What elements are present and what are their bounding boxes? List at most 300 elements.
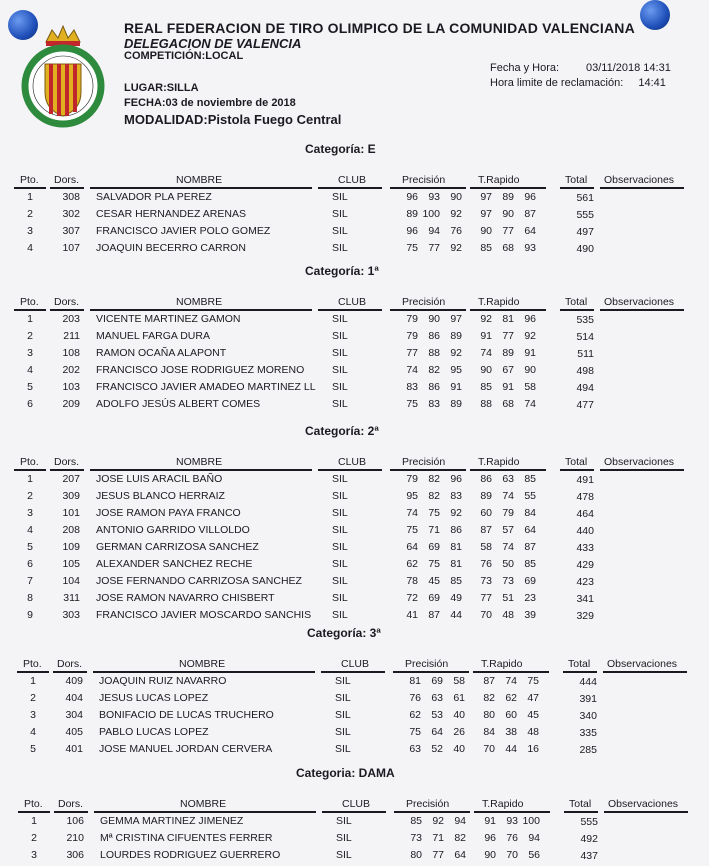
header-underline xyxy=(322,811,386,813)
table-row-dorsal: 203 xyxy=(62,313,80,325)
table-row-precision-score: 52 xyxy=(431,743,443,755)
table-row-rapido-score: 44 xyxy=(505,743,517,755)
table-row-precision-score: 62 xyxy=(409,709,421,721)
table-row-club: SIL xyxy=(335,743,351,755)
table-row-club: SIL xyxy=(332,381,348,393)
header-underline xyxy=(474,811,550,813)
table-row-rapido-score: 90 xyxy=(480,225,492,237)
table-row-pto: 7 xyxy=(27,575,33,587)
header-underline xyxy=(94,811,316,813)
table-row-precision-score: 90 xyxy=(450,191,462,203)
table-row-nombre: JOSE RAMON NAVARRO CHISBERT xyxy=(96,592,275,604)
table-row-rapido-score: 74 xyxy=(502,541,514,553)
table-row-pto: 6 xyxy=(27,558,33,570)
table-row-club: SIL xyxy=(332,330,348,342)
table-row-precision-score: 45 xyxy=(428,575,440,587)
table-row-dorsal: 309 xyxy=(62,490,80,502)
table-row-rapido-score: 70 xyxy=(480,609,492,621)
issue-datetime-label: Fecha y Hora: xyxy=(490,62,560,74)
table-row-rapido-score: 91 xyxy=(502,381,514,393)
table-row-total: 433 xyxy=(576,542,594,554)
table-row-rapido-score: 89 xyxy=(502,347,514,359)
table-row-precision-score: 58 xyxy=(453,675,465,687)
table-row-dorsal: 307 xyxy=(62,225,80,237)
table-row-rapido-score: 84 xyxy=(483,726,495,738)
table-row-rapido-score: 58 xyxy=(524,381,536,393)
table-row-nombre: FRANCISCO JAVIER POLO GOMEZ xyxy=(96,225,271,237)
table-row-rapido-score: 76 xyxy=(506,832,518,844)
col-header-precision: Precisión xyxy=(406,798,450,810)
header-underline xyxy=(90,309,312,311)
table-row-pto: 1 xyxy=(27,473,33,485)
table-row-rapido-score: 69 xyxy=(524,575,536,587)
federation-crest-logo xyxy=(20,24,106,132)
discipline: MODALIDAD:Pistola Fuego Central xyxy=(124,112,342,127)
table-row-rapido-score: 60 xyxy=(480,507,492,519)
table-row-total: 437 xyxy=(580,850,598,862)
table-row-dorsal: 207 xyxy=(62,473,80,485)
table-row-rapido-score: 45 xyxy=(527,709,539,721)
table-row-precision-score: 92 xyxy=(450,347,462,359)
category-title: Categoría: 2ª xyxy=(305,424,379,438)
table-row-precision-score: 69 xyxy=(428,592,440,604)
header-underline xyxy=(321,671,385,673)
table-row-precision-score: 62 xyxy=(406,558,418,570)
table-row-precision-score: 96 xyxy=(450,473,462,485)
table-row-rapido-score: 73 xyxy=(480,575,492,587)
table-row-precision-score: 75 xyxy=(406,398,418,410)
table-row-nombre: GERMAN CARRIZOSA SANCHEZ xyxy=(96,541,259,553)
col-header-club: CLUB xyxy=(338,296,367,308)
table-row-pto: 8 xyxy=(27,592,33,604)
issue-datetime-value: 03/11/2018 14:31 xyxy=(586,62,671,74)
table-row-precision-score: 94 xyxy=(454,815,466,827)
table-row-precision-score: 77 xyxy=(428,242,440,254)
table-row-total: 478 xyxy=(576,491,594,503)
header-underline xyxy=(390,187,466,189)
col-header-observaciones: Observaciones xyxy=(604,296,675,308)
table-row-rapido-score: 92 xyxy=(480,313,492,325)
header-underline xyxy=(560,469,594,471)
table-row-nombre: GEMMA MARTINEZ JIMENEZ xyxy=(100,815,244,827)
col-header-club: CLUB xyxy=(338,456,367,468)
table-row-dorsal: 107 xyxy=(62,242,80,254)
table-row-nombre: RAMON OCAÑA ALAPONT xyxy=(96,347,227,359)
document-subtitle: DELEGACION DE VALENCIA xyxy=(124,36,302,51)
table-row-rapido-score: 57 xyxy=(502,524,514,536)
table-row-club: SIL xyxy=(332,558,348,570)
header-underline xyxy=(14,469,46,471)
table-row-precision-score: 79 xyxy=(406,330,418,342)
table-row-pto: 2 xyxy=(31,832,37,844)
col-header-nombre: NOMBRE xyxy=(176,456,223,468)
table-row-dorsal: 209 xyxy=(62,398,80,410)
table-row-dorsal: 108 xyxy=(62,347,80,359)
table-row-rapido-score: 85 xyxy=(480,381,492,393)
table-row-rapido-score: 90 xyxy=(502,208,514,220)
col-header-precision: Precisión xyxy=(405,658,449,670)
col-header-total: Total xyxy=(569,798,592,810)
table-row-precision-score: 81 xyxy=(450,558,462,570)
table-row-rapido-score: 64 xyxy=(524,524,536,536)
table-row-club: SIL xyxy=(332,398,348,410)
col-header-rapido: T.Rapido xyxy=(478,174,520,186)
header-underline xyxy=(473,671,549,673)
table-row-club: SIL xyxy=(332,208,348,220)
table-row-rapido-score: 23 xyxy=(524,592,536,604)
table-row-precision-score: 89 xyxy=(450,330,462,342)
table-row-total: 498 xyxy=(576,365,594,377)
table-row-total: 555 xyxy=(580,816,598,828)
table-row-nombre: PABLO LUCAS LOPEZ xyxy=(99,726,209,738)
table-row-rapido-score: 62 xyxy=(505,692,517,704)
table-row-pto: 3 xyxy=(27,347,33,359)
table-row-rapido-score: 100 xyxy=(522,815,540,827)
table-row-precision-score: 74 xyxy=(406,507,418,519)
table-row-nombre: JOAQUIN RUIZ NAVARRO xyxy=(99,675,227,687)
table-row-club: SIL xyxy=(332,347,348,359)
header-underline xyxy=(563,671,597,673)
table-row-nombre: JOSE FERNANDO CARRIZOSA SANCHEZ xyxy=(96,575,302,587)
table-row-rapido-score: 79 xyxy=(502,507,514,519)
table-row-dorsal: 304 xyxy=(65,709,83,721)
table-row-nombre: ADOLFO JESÚS ALBERT COMES xyxy=(96,398,261,410)
table-row-rapido-score: 56 xyxy=(528,849,540,861)
table-row-pto: 3 xyxy=(31,849,37,861)
table-row-rapido-score: 73 xyxy=(502,575,514,587)
table-row-precision-score: 75 xyxy=(428,507,440,519)
table-row-dorsal: 210 xyxy=(66,832,84,844)
header-underline xyxy=(318,309,382,311)
table-row-precision-score: 69 xyxy=(431,675,443,687)
col-header-rapido: T.Rapido xyxy=(478,456,520,468)
table-row-precision-score: 86 xyxy=(428,381,440,393)
table-row-dorsal: 103 xyxy=(62,381,80,393)
table-row-precision-score: 89 xyxy=(406,208,418,220)
table-row-nombre: VICENTE MARTINEZ GAMON xyxy=(96,313,241,325)
table-row-nombre: SALVADOR PLA PEREZ xyxy=(96,191,212,203)
table-row-precision-score: 78 xyxy=(406,575,418,587)
table-row-total: 535 xyxy=(576,314,594,326)
header-underline xyxy=(17,671,49,673)
table-row-nombre: FRANCISCO JAVIER AMADEO MARTINEZ LL xyxy=(96,381,316,393)
table-row-pto: 2 xyxy=(27,330,33,342)
table-row-precision-score: 71 xyxy=(432,832,444,844)
table-row-rapido-score: 89 xyxy=(502,191,514,203)
document-title: REAL FEDERACION DE TIRO OLIMPICO DE LA COMUNIDAD VALENCIANA xyxy=(124,20,635,36)
table-row-rapido-score: 51 xyxy=(502,592,514,604)
header-underline xyxy=(50,469,84,471)
category-title: Categoría: E xyxy=(305,142,376,156)
col-header-pto: Pto. xyxy=(20,456,39,468)
table-row-rapido-score: 64 xyxy=(524,225,536,237)
header-underline xyxy=(318,469,382,471)
col-header-total: Total xyxy=(565,174,588,186)
table-row-total: 464 xyxy=(576,508,594,520)
col-header-rapido: T.Rapido xyxy=(481,658,523,670)
table-row-club: SIL xyxy=(335,692,351,704)
table-row-precision-score: 91 xyxy=(450,381,462,393)
table-row-club: SIL xyxy=(332,313,348,325)
table-row-rapido-score: 74 xyxy=(524,398,536,410)
table-row-precision-score: 63 xyxy=(431,692,443,704)
claim-deadline-value: 14:41 xyxy=(638,77,666,89)
venue: LUGAR:SILLA xyxy=(124,82,199,94)
table-row-pto: 2 xyxy=(27,490,33,502)
table-row-club: SIL xyxy=(336,849,352,861)
table-row-rapido-score: 96 xyxy=(484,832,496,844)
table-row-pto: 6 xyxy=(27,398,33,410)
col-header-precision: Precisión xyxy=(402,296,446,308)
table-row-precision-score: 85 xyxy=(450,575,462,587)
table-row-nombre: JOSE MANUEL JORDAN CERVERA xyxy=(99,743,273,755)
table-row-rapido-score: 16 xyxy=(527,743,539,755)
table-row-rapido-score: 63 xyxy=(502,473,514,485)
table-row-total: 285 xyxy=(579,744,597,756)
table-row-precision-score: 92 xyxy=(432,815,444,827)
table-row-pto: 4 xyxy=(27,364,33,376)
table-row-precision-score: 82 xyxy=(428,490,440,502)
table-row-pto: 3 xyxy=(30,709,36,721)
table-row-pto: 4 xyxy=(27,242,33,254)
table-row-precision-score: 44 xyxy=(450,609,462,621)
table-row-rapido-score: 93 xyxy=(506,815,518,827)
table-row-rapido-score: 48 xyxy=(527,726,539,738)
table-row-precision-score: 83 xyxy=(406,381,418,393)
col-header-club: CLUB xyxy=(341,658,370,670)
header-underline xyxy=(54,811,88,813)
table-row-nombre: ANTONIO GARRIDO VILLOLDO xyxy=(96,524,250,536)
table-row-club: SIL xyxy=(332,524,348,536)
col-header-rapido: T.Rapido xyxy=(482,798,524,810)
table-row-nombre: JESUS LUCAS LOPEZ xyxy=(99,692,209,704)
table-row-precision-score: 53 xyxy=(431,709,443,721)
table-row-pto: 3 xyxy=(27,507,33,519)
table-row-pto: 1 xyxy=(27,313,33,325)
table-row-rapido-score: 70 xyxy=(506,849,518,861)
table-row-precision-score: 80 xyxy=(410,849,422,861)
table-row-nombre: Mª CRISTINA CIFUENTES FERRER xyxy=(100,832,273,844)
table-row-precision-score: 49 xyxy=(450,592,462,604)
col-header-pto: Pto. xyxy=(23,658,42,670)
table-row-dorsal: 409 xyxy=(65,675,83,687)
table-row-precision-score: 77 xyxy=(432,849,444,861)
table-row-rapido-score: 85 xyxy=(524,558,536,570)
table-row-precision-score: 72 xyxy=(406,592,418,604)
table-row-rapido-score: 90 xyxy=(484,849,496,861)
table-row-rapido-score: 67 xyxy=(502,364,514,376)
table-row-precision-score: 86 xyxy=(450,524,462,536)
table-row-dorsal: 302 xyxy=(62,208,80,220)
competition-type: COMPETICIÓN:LOCAL xyxy=(124,50,244,62)
table-row-rapido-score: 75 xyxy=(527,675,539,687)
table-row-total: 494 xyxy=(576,382,594,394)
table-row-precision-score: 26 xyxy=(453,726,465,738)
table-row-precision-score: 90 xyxy=(428,313,440,325)
table-row-precision-score: 100 xyxy=(422,208,440,220)
table-row-precision-score: 94 xyxy=(428,225,440,237)
table-row-rapido-score: 84 xyxy=(524,507,536,519)
table-row-precision-score: 83 xyxy=(428,398,440,410)
table-row-precision-score: 96 xyxy=(406,191,418,203)
table-row-rapido-score: 77 xyxy=(502,225,514,237)
table-row-rapido-score: 89 xyxy=(480,490,492,502)
table-row-precision-score: 83 xyxy=(450,490,462,502)
table-row-rapido-score: 68 xyxy=(502,242,514,254)
table-row-dorsal: 404 xyxy=(65,692,83,704)
table-row-rapido-score: 38 xyxy=(505,726,517,738)
table-row-rapido-score: 60 xyxy=(505,709,517,721)
header-underline xyxy=(603,671,687,673)
table-row-rapido-score: 48 xyxy=(502,609,514,621)
table-row-pto: 3 xyxy=(27,225,33,237)
col-header-dors: Dors. xyxy=(54,296,80,308)
table-row-club: SIL xyxy=(332,242,348,254)
col-header-nombre: NOMBRE xyxy=(179,658,226,670)
table-row-dorsal: 104 xyxy=(62,575,80,587)
table-row-rapido-score: 90 xyxy=(524,364,536,376)
table-row-rapido-score: 97 xyxy=(480,208,492,220)
header-underline xyxy=(14,187,46,189)
table-row-club: SIL xyxy=(332,490,348,502)
table-row-club: SIL xyxy=(335,726,351,738)
table-row-precision-score: 82 xyxy=(428,473,440,485)
table-row-pto: 2 xyxy=(27,208,33,220)
table-row-total: 423 xyxy=(576,576,594,588)
category-title: Categoría: 1ª xyxy=(305,264,379,278)
col-header-pto: Pto. xyxy=(20,174,39,186)
table-row-dorsal: 401 xyxy=(65,743,83,755)
table-row-dorsal: 202 xyxy=(62,364,80,376)
header-underline xyxy=(90,187,312,189)
table-row-club: SIL xyxy=(332,609,348,621)
table-row-precision-score: 87 xyxy=(428,609,440,621)
header-underline xyxy=(604,811,688,813)
header-underline xyxy=(394,811,470,813)
col-header-total: Total xyxy=(568,658,591,670)
header-underline xyxy=(564,811,598,813)
table-row-precision-score: 63 xyxy=(409,743,421,755)
header-underline xyxy=(470,309,546,311)
table-row-pto: 9 xyxy=(27,609,33,621)
table-row-rapido-score: 39 xyxy=(524,609,536,621)
table-row-pto: 1 xyxy=(31,815,37,827)
table-row-rapido-score: 70 xyxy=(483,743,495,755)
table-row-precision-score: 73 xyxy=(410,832,422,844)
category-title: Categoria: DAMA xyxy=(296,766,395,780)
table-row-nombre: JOSE RAMON PAYA FRANCO xyxy=(96,507,241,519)
table-row-precision-score: 86 xyxy=(428,330,440,342)
col-header-club: CLUB xyxy=(342,798,371,810)
table-row-nombre: FRANCISCO JAVIER MOSCARDO SANCHIS xyxy=(96,609,312,621)
table-row-total: 491 xyxy=(576,474,594,486)
table-row-precision-score: 92 xyxy=(450,242,462,254)
table-row-rapido-score: 76 xyxy=(480,558,492,570)
header-underline xyxy=(318,187,382,189)
table-row-precision-score: 40 xyxy=(453,709,465,721)
table-row-precision-score: 92 xyxy=(450,507,462,519)
table-row-pto: 5 xyxy=(27,381,33,393)
table-row-rapido-score: 74 xyxy=(505,675,517,687)
table-row-dorsal: 405 xyxy=(65,726,83,738)
col-header-dors: Dors. xyxy=(54,174,80,186)
table-row-precision-score: 75 xyxy=(409,726,421,738)
col-header-observaciones: Observaciones xyxy=(608,798,679,810)
col-header-dors: Dors. xyxy=(58,798,84,810)
table-row-club: SIL xyxy=(332,507,348,519)
table-row-rapido-score: 91 xyxy=(524,347,536,359)
table-row-rapido-score: 94 xyxy=(528,832,540,844)
col-header-observaciones: Observaciones xyxy=(604,174,675,186)
table-row-total: 490 xyxy=(576,243,594,255)
table-row-total: 335 xyxy=(579,727,597,739)
table-row-precision-score: 41 xyxy=(406,609,418,621)
header-underline xyxy=(53,671,87,673)
header-underline xyxy=(93,671,315,673)
table-row-pto: 2 xyxy=(30,692,36,704)
header-underline xyxy=(560,187,594,189)
col-header-pto: Pto. xyxy=(24,798,43,810)
table-row-nombre: ALEXANDER SANCHEZ RECHE xyxy=(96,558,253,570)
table-row-club: SIL xyxy=(332,575,348,587)
table-row-precision-score: 79 xyxy=(406,473,418,485)
table-row-rapido-score: 91 xyxy=(480,330,492,342)
table-row-total: 514 xyxy=(576,331,594,343)
table-row-precision-score: 82 xyxy=(428,364,440,376)
col-header-dors: Dors. xyxy=(57,658,83,670)
table-row-precision-score: 95 xyxy=(450,364,462,376)
table-row-rapido-score: 85 xyxy=(524,473,536,485)
table-row-precision-score: 95 xyxy=(406,490,418,502)
table-row-precision-score: 64 xyxy=(431,726,443,738)
table-row-club: SIL xyxy=(332,225,348,237)
col-header-nombre: NOMBRE xyxy=(176,296,223,308)
table-row-nombre: BONIFACIO DE LUCAS TRUCHERO xyxy=(99,709,274,721)
table-row-rapido-score: 90 xyxy=(480,364,492,376)
table-row-dorsal: 308 xyxy=(62,191,80,203)
table-row-total: 341 xyxy=(576,593,594,605)
table-row-precision-score: 76 xyxy=(450,225,462,237)
table-row-rapido-score: 88 xyxy=(480,398,492,410)
table-row-rapido-score: 85 xyxy=(480,242,492,254)
table-row-pto: 5 xyxy=(30,743,36,755)
table-row-club: SIL xyxy=(336,832,352,844)
category-title: Categoría: 3ª xyxy=(307,626,381,640)
table-row-dorsal: 106 xyxy=(66,815,84,827)
table-row-nombre: LOURDES RODRIGUEZ GUERRERO xyxy=(100,849,281,861)
table-row-rapido-score: 58 xyxy=(480,541,492,553)
table-row-total: 440 xyxy=(576,525,594,537)
table-row-precision-score: 79 xyxy=(406,313,418,325)
table-row-rapido-score: 93 xyxy=(524,242,536,254)
table-row-rapido-score: 97 xyxy=(480,191,492,203)
table-row-precision-score: 74 xyxy=(406,364,418,376)
table-row-precision-score: 96 xyxy=(406,225,418,237)
table-row-rapido-score: 50 xyxy=(502,558,514,570)
table-row-precision-score: 76 xyxy=(409,692,421,704)
table-row-total: 391 xyxy=(579,693,597,705)
table-row-total: 340 xyxy=(579,710,597,722)
table-row-rapido-score: 87 xyxy=(483,675,495,687)
table-row-precision-score: 64 xyxy=(406,541,418,553)
table-row-dorsal: 105 xyxy=(62,558,80,570)
table-row-precision-score: 93 xyxy=(428,191,440,203)
header-underline xyxy=(600,309,684,311)
table-row-club: SIL xyxy=(335,709,351,721)
table-row-precision-score: 92 xyxy=(450,208,462,220)
table-row-precision-score: 81 xyxy=(409,675,421,687)
table-row-precision-score: 71 xyxy=(428,524,440,536)
